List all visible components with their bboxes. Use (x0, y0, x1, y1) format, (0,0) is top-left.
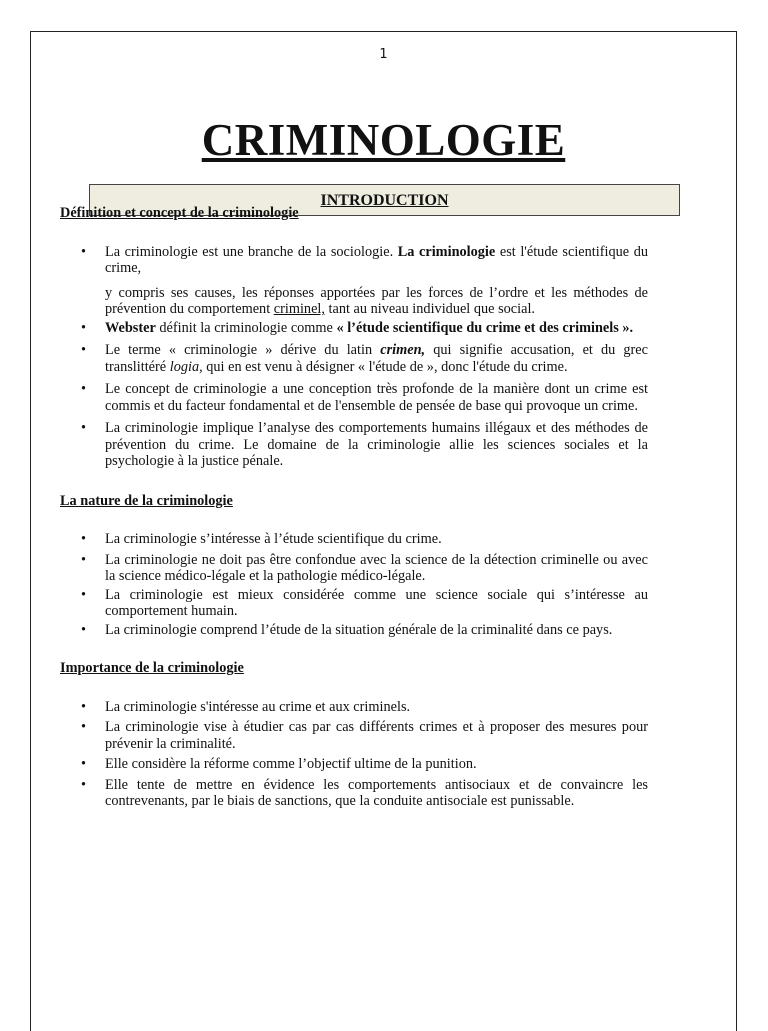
importance-list (60, 699, 648, 810)
list-item: • Le terme « criminologie » dérive du latin crimen, qui signifie accusation, et du grec translittéré logia, qui en est venu à désigner « l'étude de », donc l'étude du crime. (81, 342, 649, 375)
bullet-icon: • (81, 698, 87, 715)
bullet-icon: • (81, 531, 87, 547)
section-heading-importance: Importance de la criminologie (60, 660, 244, 676)
bullet-icon: • (81, 551, 87, 568)
bullet-icon: • (81, 319, 87, 336)
bullet-icon: • (81, 586, 87, 603)
bullet-icon: • (81, 342, 87, 358)
definition-list (60, 244, 648, 470)
list-item: • Elle considère la réforme comme l’objectif ultime de la punition. (81, 756, 477, 772)
bullet-icon: • (81, 776, 87, 793)
bullet-icon: • (81, 719, 87, 735)
list-item: • La criminologie est une branche de la sociologie. La criminologie est l'étude scientifique du crime, (81, 243, 648, 276)
bullet-icon: • (81, 420, 87, 436)
list-item: • La criminologie s’intéresse à l’étude scientifique du crime. (81, 531, 442, 547)
section-heading-definition: Définition et concept de la criminologie (60, 205, 299, 221)
list-item: • La criminologie est mieux considérée comme une science sociale qui s’intéresse au comportement humain. (81, 586, 648, 619)
list-item: • La criminologie implique l’analyse des comportements humains illégaux et des méthodes de prévention du crime. Le domaine de la criminologie allie les sciences sociales et la psychologie à la justice pénale. (81, 420, 648, 469)
list-item: • La criminologie vise à étudier cas par cas différents crimes et à proposer des mesures pour prévenir la criminalité. (81, 719, 648, 752)
bullet-icon: • (81, 243, 87, 260)
list-item: • Webster définit la criminologie comme « l’étude scientifique du crime et des criminels ». (81, 319, 634, 336)
list-item: • Elle tente de mettre en évidence les comportements antisociaux et de convaincre les contrevenants, par le biais de sanctions, que la conduite antisociale est punissable. (81, 776, 648, 809)
document-body (60, 205, 648, 814)
bullet-icon: • (81, 381, 87, 397)
list-item: • La criminologie ne doit pas être confondue avec la science de la détection criminelle ou avec la science médico-légale et la pathologie médico-légale. (81, 551, 648, 584)
bullet-icon: • (81, 621, 87, 638)
section-heading-nature: La nature de la criminologie (60, 492, 233, 509)
nature-list (60, 531, 648, 638)
introduction-heading: INTRODUCTION (320, 192, 449, 209)
list-item-continuation: y compris ses causes, les réponses apportées par les forces de l’ordre et les méthodes de prévention du comportement criminel, tant au niveau individuel que social. (105, 284, 648, 317)
list-item: • La criminologie s'intéresse au crime et aux criminels. (81, 698, 411, 715)
document-title: CRIMINOLOGIE (201, 115, 566, 165)
page-number: 1 (379, 47, 388, 62)
bullet-icon: • (81, 756, 87, 772)
list-item: • Le concept de criminologie a une conception très profonde de la manière dont un crime est commis et du facteur fondamental et de l'ensemble de pensée de base qui provoque un crime. (81, 381, 648, 414)
list-item: • La criminologie comprend l’étude de la situation générale de la criminalité dans ce pays. (81, 621, 613, 638)
